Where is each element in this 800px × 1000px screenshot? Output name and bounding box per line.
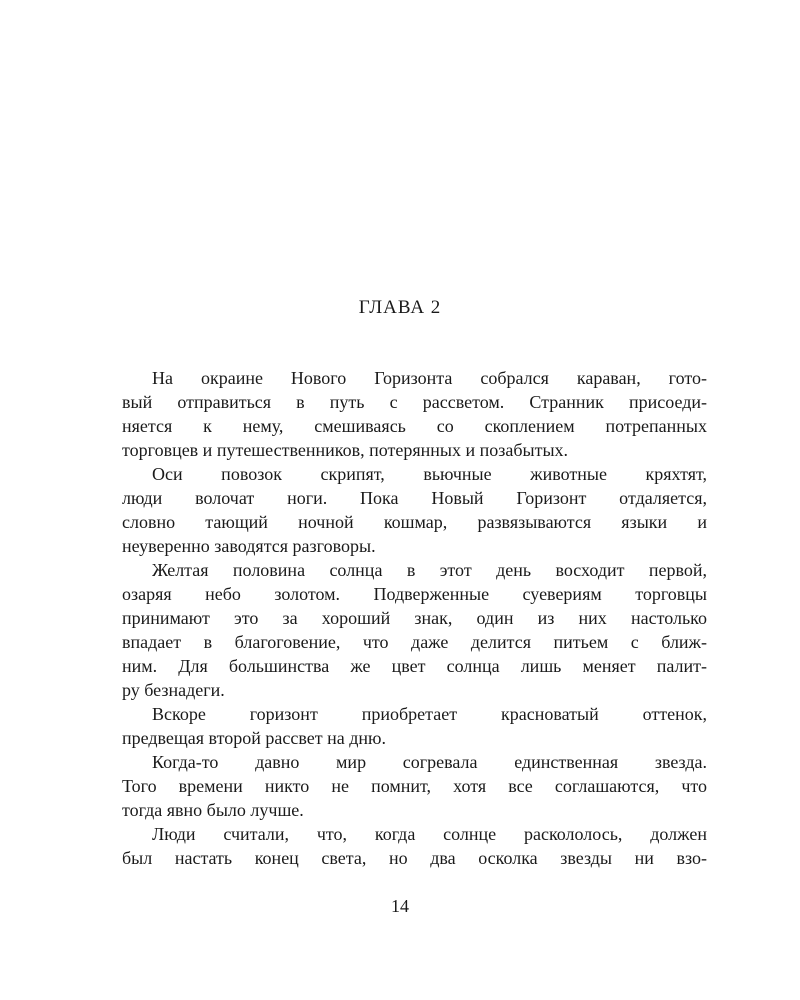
chapter-title: ГЛАВА 2 xyxy=(358,297,442,318)
text-line: словно тающий ночной кошмар, развязываются языки и xyxy=(122,512,707,532)
text-line: ру безнадеги. xyxy=(122,680,225,700)
text-line: тогда явно было лучше. xyxy=(122,800,304,820)
text-line: Вскоре горизонт приобретает красноватый оттенок, xyxy=(152,704,707,724)
text-line: торговцев и путешественников, потерянных и позабытых. xyxy=(122,440,569,460)
text-line: ним. Для большинства же цвет солнца лишь меняет палит- xyxy=(122,656,707,676)
text-line: был настать конец света, но два осколка звезды ни взо- xyxy=(122,848,707,868)
chapter-text xyxy=(122,366,707,870)
text-line: Когда-то давно мир согревала единственная звезда. xyxy=(152,752,707,772)
text-line: Оси повозок скрипят, вьючные животные кряхтят, xyxy=(152,464,707,484)
text-line: люди волочат ноги. Пока Новый Горизонт отдаляется, xyxy=(122,488,707,508)
page-number: 14 xyxy=(391,896,409,916)
text-line: вый отправиться в путь с рассветом. Странник присоеди- xyxy=(122,392,707,412)
text-line: предвещая второй рассвет на дню. xyxy=(122,728,386,748)
text-line: няется к нему, смешиваясь со скоплением потрепанных xyxy=(122,416,707,436)
text-line: Того времени никто не помнит, хотя все соглашаются, что xyxy=(122,776,707,796)
text-line: впадает в благоговение, что даже делится питьем с ближ- xyxy=(122,632,707,652)
text-line: Желтая половина солнца в этот день восходит первой, xyxy=(152,560,707,580)
text-line: озаряя небо золотом. Подверженные суевериям торговцы xyxy=(122,584,707,604)
text-line: На окраине Нового Горизонта собрался караван, гото- xyxy=(152,368,707,388)
text-line: неуверенно заводятся разговоры. xyxy=(122,536,376,556)
text-line: принимают это за хороший знак, один из них настолько xyxy=(122,608,707,628)
text-line: Люди считали, что, когда солнце раскололось, должен xyxy=(152,824,707,844)
